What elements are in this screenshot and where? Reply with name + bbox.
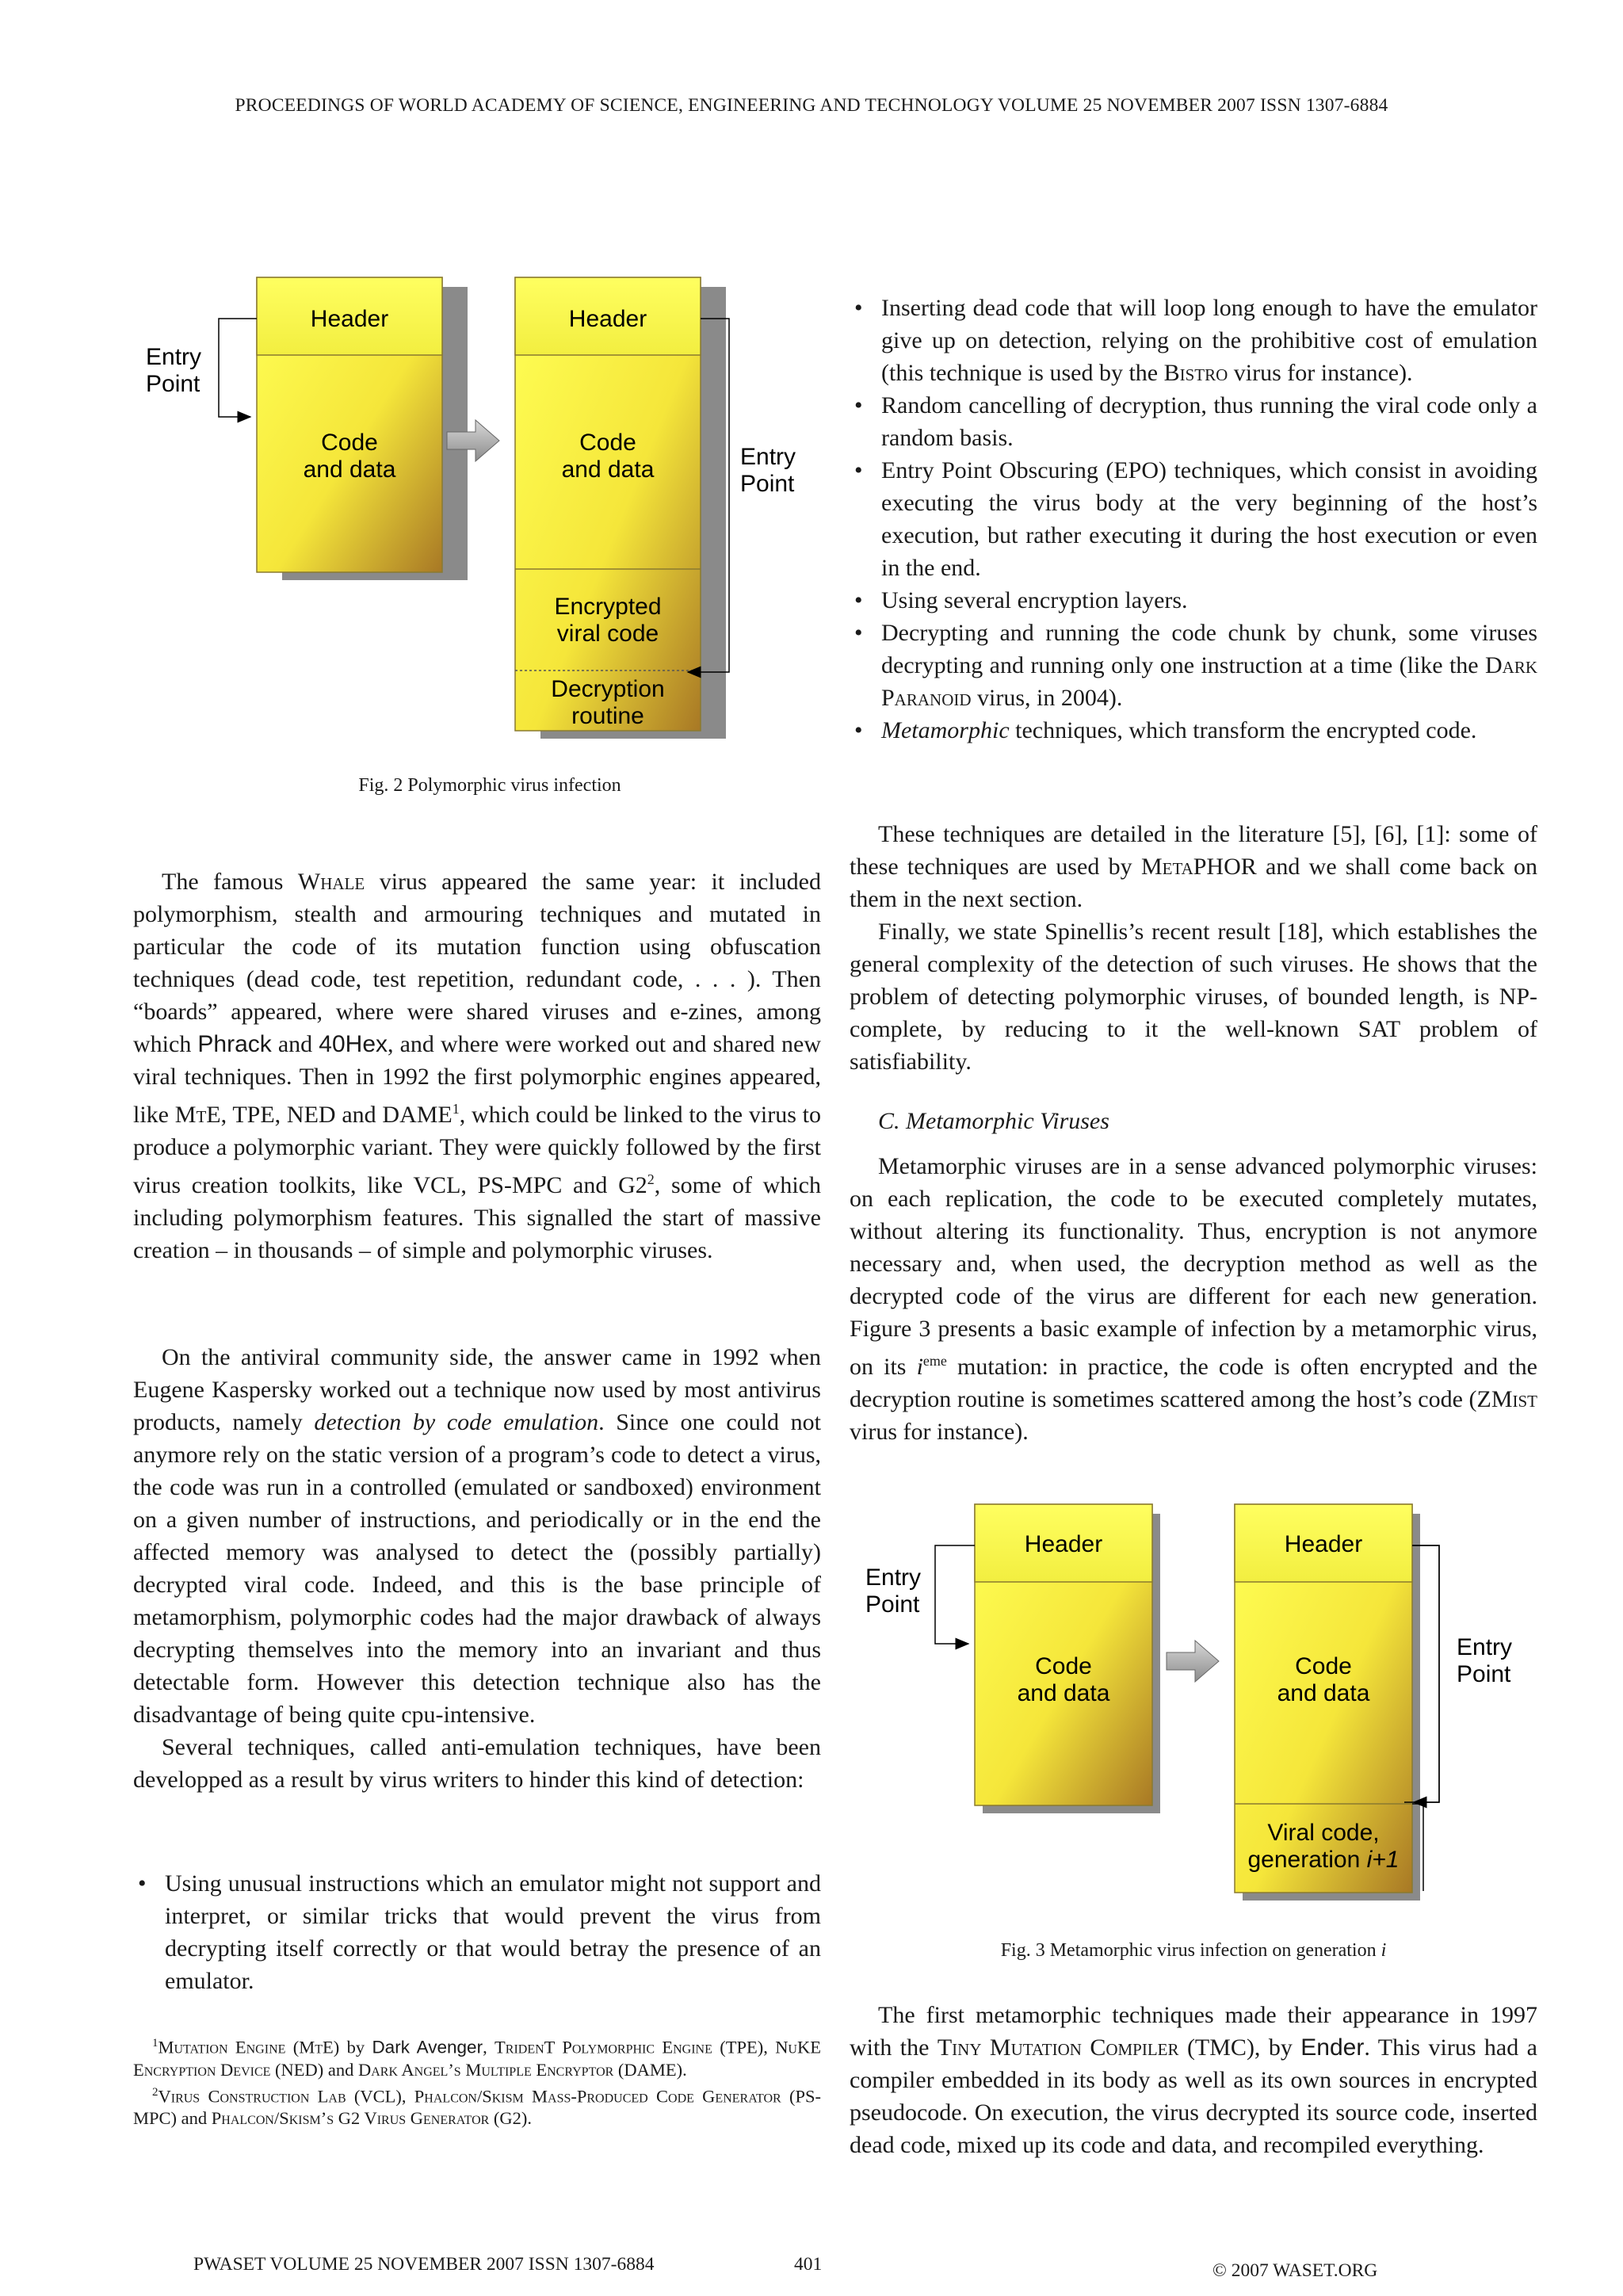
right-para-4: The first metamorphic techniques made their appearance in 1997 with the Tiny Mutation Compiler (TMC), by Ender. This virus had a compiler embedded in its body as well as its own sources in encrypted pseudocode. On execution, the virus decrypted its source code, inserted dead code, mixed up its code and data, and recompiled everything. — [850, 2002, 1537, 2158]
fig2-box1-body-1: Code — [321, 430, 378, 456]
fig2-caption: Fig. 2 Polymorphic virus infection — [358, 775, 621, 796]
fig2-box2-body-1: Code — [579, 430, 636, 456]
footnote-1: $^1$Mutation Engine (MtE) by Dark Avenger, TridenT Polymorphic Engine (TPE), NuKE Encryption Device (NED) and Dark Angel’s Multiple Encryptor (DAME). — [133, 2037, 821, 2080]
fig3-box1-body-2: and data — [1017, 1680, 1110, 1706]
fig3-viral-2: generation i+1 — [1247, 1847, 1400, 1873]
fig2-box2-header: Header — [568, 306, 647, 332]
footer-journal: PWASET VOLUME 25 NOVEMBER 2007 ISSN 1307-6884 — [193, 2254, 655, 2275]
left-para-2: On the antiviral community side, the answer came in 1992 when Eugene Kaspersky worked out a technique now used by most antivirus products, namely detection by code emulation. Since one could not anymore rely on the static version of a program’s code to detect a virus, the code was run in a controlled (emulated or sandboxed) environment on a given number of instructions, and periodically or in the end the affected memory was analysed to detect the (possibly partially) decrypted viral code. Indeed, and this is the base principle of metamorphism, polymorphic codes had the major drawback of always decrypting themselves into the memory into an invariant and thus detectable form. However this detection technique also has the disadvantage of being quite cpu-intensive. Several techniques, called anti-emulation techniques, have been developped as a result by virus writers to hinder this kind of detection: — [133, 1341, 821, 1796]
right-bullet-list — [850, 292, 1537, 747]
fig2-entry-right-2: Point — [740, 471, 795, 497]
fig3-entry-left-2: Point — [865, 1591, 920, 1618]
figure-2-diagram — [133, 277, 796, 753]
subsection-heading: C. Metamorphic Viruses — [878, 1108, 1109, 1134]
fig3-box1-body-1: Code — [1035, 1653, 1092, 1679]
right-para-1: These techniques are detailed in the literature [5], [6], [1]: some of these techniques are used by MetaPHOR and we shall come back on them in the next section. Finally, we state Spinellis’s recent result [18], which establishes the general complexity of the detection of such viruses. He shows that the problem of detecting polymorphic viruses, of bounded length, is NP-complete, by reducing to it the well-known SAT problem of satisfiability. — [850, 818, 1537, 1078]
fig2-entry-left-2: Point — [146, 371, 200, 397]
fig3-box2-body-1: Code — [1295, 1653, 1352, 1679]
footnotes — [133, 2032, 821, 2130]
fig2-entry-left-1: Entry — [146, 344, 202, 370]
list-item: • Using unusual instructions which an emulator might not support and interpret, or similar tricks that would prevent the virus from decrypting itself correctly or that would betray the presence of an emulator. — [138, 1870, 821, 1994]
list-item: • Entry Point Obscuring (EPO) techniques, which consist in avoiding executing the virus body at the very beginning of the host’s execution, but rather executing it during the host execution or even in the end. — [854, 457, 1537, 581]
footnote-2: $^2$Virus Construction Lab (VCL), Phalcon/Skism Mass-Produced Code Generator (PS-MPC) and Phalcon/Skism’s G2 Virus Generator (G2). — [133, 2085, 821, 2128]
fig3-transform-arrow — [1167, 1641, 1219, 1682]
list-item: • Using several encryption layers. — [854, 587, 1188, 613]
list-item: • Decrypting and running the code chunk by chunk, some viruses decrypting and running only one instruction at a time (like the Dark Paranoid virus, in 2004). — [854, 620, 1537, 711]
fig3-entry-right-1: Entry — [1457, 1634, 1513, 1660]
running-header: PROCEEDINGS OF WORLD ACADEMY OF SCIENCE, ENGINEERING AND TECHNOLOGY VOLUME 25 NOVEMBER 2007 ISSN 1307-6884 — [235, 95, 1388, 116]
left-bullet-list — [133, 1867, 821, 1997]
fig3-viral-1: Viral code, — [1267, 1820, 1380, 1846]
fig2-box2-body-2: and data — [561, 457, 655, 483]
fig2-dec-2: routine — [571, 703, 644, 729]
fig2-entry-right-1: Entry — [740, 444, 796, 470]
left-para-3: Several techniques, called anti-emulation techniques, have been developped as a result by virus writers to hinder this kind of detection: — [133, 1734, 821, 1793]
fig3-entry-left-1: Entry — [865, 1564, 922, 1591]
right-para-2: Finally, we state Spinellis’s recent result [18], which establishes the general complexity of the detection of such viruses. He shows that the problem of detecting polymorphic viruses, of bounded length, is NP-complete, by reducing to it the well-known SAT problem of satisfiability. — [850, 919, 1537, 1075]
fig3-box2-header: Header — [1284, 1531, 1363, 1557]
right-para-3: Metamorphic viruses are in a sense advanced polymorphic viruses: on each replication, the code to be executed completely mutates, without altering its functionality. Thus, encryption is not anymore necessary and, when used, the decryption method as well as the decrypted code of the virus are different for each new generation. Figure 3 presents a basic example of infection by a metamorphic virus, on its $i^{eme}$ mutation: in practice, the code is often encrypted and the decryption routine is sometimes scattered among the host’s code (ZMist virus for instance). — [850, 1153, 1537, 1445]
footer-copyright: © 2007 WASET.ORG — [1212, 2260, 1378, 2281]
fig2-enc-1: Encrypted — [554, 594, 662, 620]
fig2-enc-2: viral code — [556, 621, 659, 647]
fig3-box2-body-2: and data — [1277, 1680, 1370, 1706]
fig2-box1-header: Header — [310, 306, 389, 332]
footer-page-number: 401 — [794, 2254, 823, 2275]
list-item: • Inserting dead code that will loop long enough to have the emulator give up on detection, relying on the prohibitive cost of emulation (this technique is used by the Bistro virus for instance). — [854, 295, 1537, 386]
fig3-box1-header: Header — [1024, 1531, 1103, 1557]
fig3-caption: Fig. 3 Metamorphic virus infection on generation i — [1000, 1940, 1387, 1961]
fig3-entry-right-2: Point — [1457, 1661, 1511, 1687]
list-item: • Random cancelling of decryption, thus running the viral code only a random basis. — [854, 392, 1537, 451]
figure-3-diagram — [850, 1504, 1547, 1916]
fig2-dec-1: Decryption — [551, 676, 665, 702]
fig2-box1-body-2: and data — [303, 457, 396, 483]
left-para-1: The famous Whale virus appeared the same year: it included polymorphism, stealth and armouring techniques and mutated in particular the code of its mutation function using obfuscation techniques (dead code, test repetition, redundant code, . . . ). Then “boards” appeared, where were shared viruses and e-zines, among which Phrack and 40Hex, and where were worked out and shared new viral techniques. Then in 1992 the first polymorphic engines appeared, like MtE, TPE, NED and DAME$^1$, which could be linked to the virus to produce a polymorphic variant. They were quickly followed by the first virus creation toolkits, like VCL, PS-MPC and $G2^2$, some of which including polymorphism features. This signalled the start of massive creation – in thousands – of simple and polymorphic viruses. — [133, 869, 821, 1263]
list-item: • Metamorphic techniques, which transform the encrypted code. — [854, 717, 1477, 743]
